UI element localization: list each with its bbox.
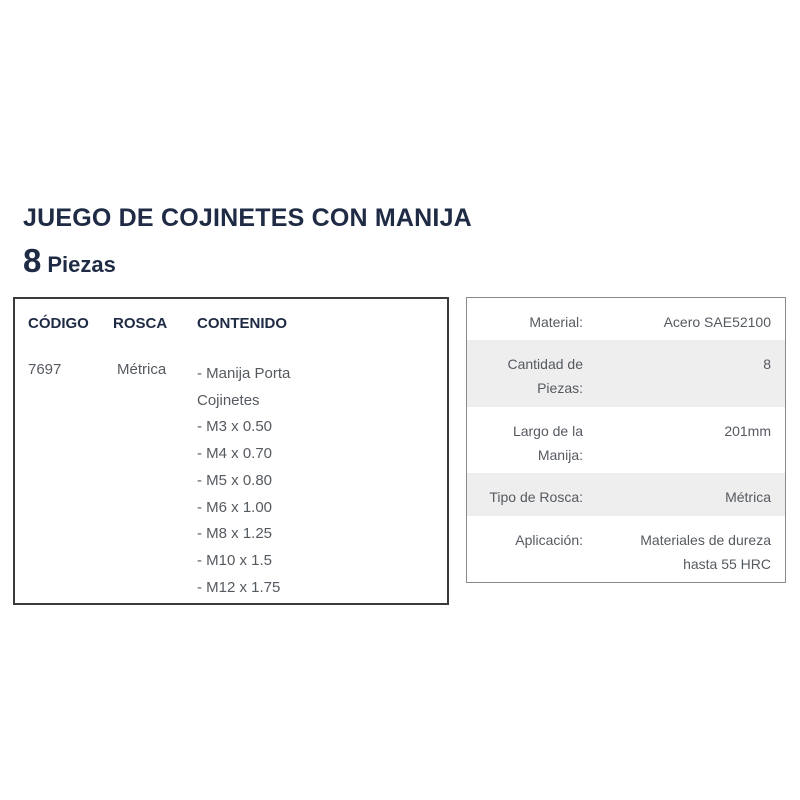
page-title: JUEGO DE COJINETES CON MANIJA [23,204,472,232]
contents-item: - M5 x 0.80 [197,471,273,489]
contents-item: - M12 x 1.75 [197,578,281,596]
spec-label: Cantidad de Piezas: [507,356,583,396]
piece-count-heading [23,242,116,280]
spec-label: Largo de la Manija: [512,423,583,463]
product-thread: Métrica [117,361,167,378]
piece-count: 8 [23,242,42,279]
spec-label: Material: [529,314,583,330]
piece-count-label: Piezas [47,252,116,277]
spec-value: 201mm [724,423,771,439]
spec-row-thread-type [467,473,785,516]
spec-value: Métrica [725,489,771,505]
contents-item: - M4 x 0.70 [197,445,273,463]
spec-label: Tipo de Rosca: [489,489,583,505]
contents-item: Cojinetes [197,391,260,409]
contents-item: - M3 x 0.50 [197,418,273,436]
contents-item: - M6 x 1.00 [197,498,273,516]
spec-row-application [467,516,785,582]
spec-row-handle-length [467,407,785,473]
spec-value: 8 [763,356,771,372]
product-table [13,297,449,605]
spec-row-quantity [467,340,785,407]
contents-item: - Manija Porta [197,365,291,382]
specs-table [466,297,786,583]
header-code: CÓDIGO [28,315,89,332]
spec-value: Acero SAE52100 [663,314,771,330]
product-code: 7697 [28,361,62,378]
contents-item: - M10 x 1.5 [197,551,273,569]
header-thread: ROSCA [113,315,168,332]
header-contents: CONTENIDO [197,315,287,332]
spec-label: Aplicación: [515,532,583,548]
spec-row-material [467,298,785,340]
spec-value: Materiales de dureza hasta 55 HRC [640,532,771,572]
contents-item: - M8 x 1.25 [197,525,273,543]
contents-list [197,361,290,601]
